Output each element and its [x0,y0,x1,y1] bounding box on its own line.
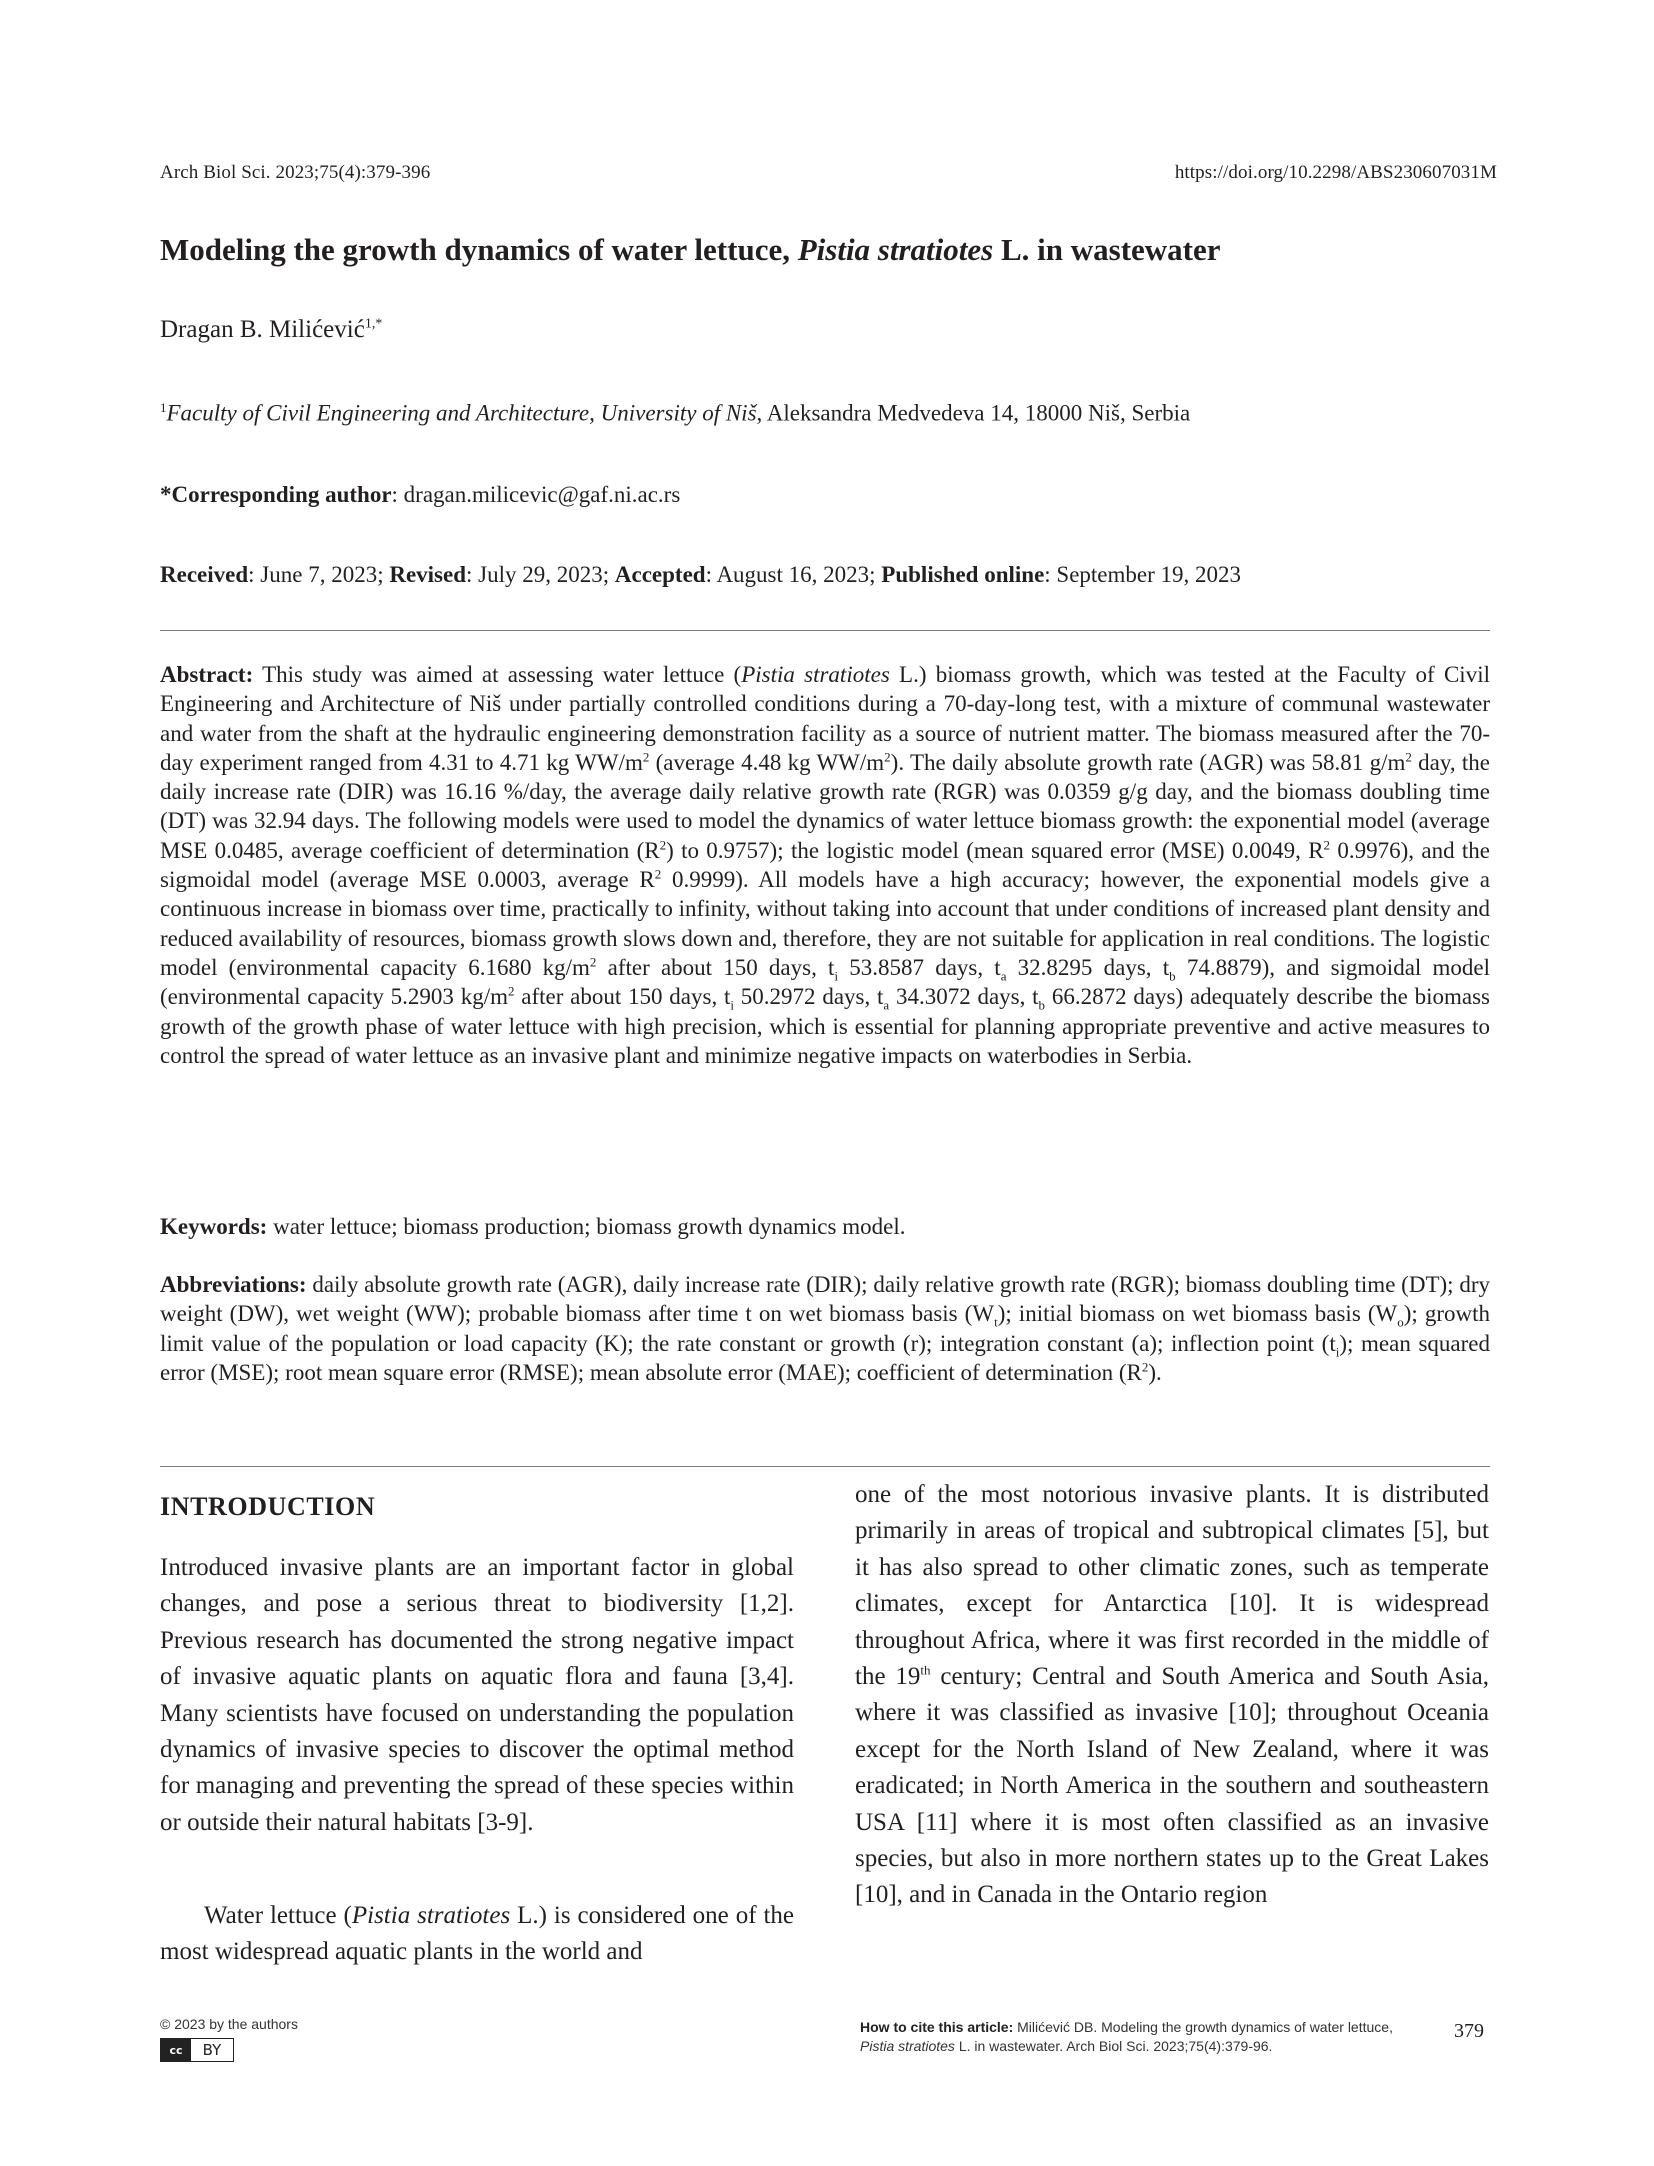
intro-paragraph-1: Introduced invasive plants are an important factor in global changes, and pose a serious threat to biodiversity [1,2]. Previous research has documented the strong negative impact of invasive aquatic plants on aquatic flora and fauna [3,4]. Many scientists have focused on understanding the population dynamics of invasive species to discover the optimal method for managing and preventing the spread of these species within or outside their natural habitats [3-9]. [160,1554,794,1836]
divider-top [160,630,1490,631]
abstract-label: Abstract: [160,662,254,687]
abstract: Abstract: This study was aimed at assessing water lettuce (Pistia stratiotes L.) biomass growth, which was tested at the Faculty of Civil Engineering and Architecture of Niš under partially controlled conditions during a 70-day-long test, with a mixture of communal wastewater and water from the shaft at the hydraulic engineering demonstration facility as a source of nutrient matter. The biomass measured after the 70-day experiment ranged from 4.31 to 4.71 kg $WW/m^2$ (average 4.48 kg $WW/m^2$). The daily absolute growth rate (AGR) was 58.81 $g/m^2$ day, the daily increase rate (DIR) was 16.16 %/day, the average daily relative growth rate (RGR) was 0.0359 g/g day, and the biomass doubling time (DT) was 32.94 days. The following models were used to model the dynamics of water lettuce biomass growth: the exponential model (average MSE 0.0485, average coefficient of determination $(R^2)$ to 0.9757); the logistic model (mean squared error (MSE) 0.0049, $R^2$ 0.9976), and the sigmoidal model (average MSE 0.0003, average $R^2$ 0.9999). All models have a high accuracy; however, the exponential models give a continuous increase in biomass over time, practically to infinity, without taking into account that under conditions of increased plant density and reduced availability of resources, biomass growth slows down and, therefore, they are not suitable for application in real conditions. The logistic model (environmental capacity 6.1680 $kg/m^2$ after about 150 days, $t_i$ 53.8587 days, $t_a$ 32.8295 days, $t_b$ 74.8879), and sigmoidal model (environmental capacity 5.2903 $kg/m^2$ after about 150 days, $t_i$ 50.2972 days, $t_a$ 34.3072 days, $t_b$ 66.2872 days) adequately describe the biomass growth of the growth phase of water lettuce with high precision, which is essential for planning appropriate preventive and active measures to control the spread of water lettuce as an invasive plant and minimize negative impacts on waterbodies in Serbia. [160,662,1491,1068]
cc-license-badge[interactable] [160,2038,234,2062]
affiliation-institution: Faculty of Civil Engineering and Architecture, University of Niš [166,400,757,426]
keywords-label: Keywords: [160,1214,268,1239]
journal-reference: Arch Biol Sci. 2023;75(4):379-396 [160,162,431,183]
intro-paragraph-2: Water lettuce (Pistia stratiotes L.) is considered one of the most widespread aquatic plants in the world and [160,1902,794,1966]
author-email: : dragan.milicevic@gaf.ni.ac.rs [391,482,681,507]
title-species: Pistia stratiotes [797,232,994,267]
cc-icon: cc [161,2039,191,2061]
intro-column-2: one of the most notorious invasive plants. It is distributed primarily in areas of tropical and subtropical climates [5], but it has also spread to other climatic zones, such as temperate climates, except for Antarctica [10]. It is widespread throughout Africa, where it was first recorded in the middle of the 19th century; Central and South America and South Asia, where it was classified as invasive [10]; throughout Oceania except for the North Island of New Zealand, where it was eradicated; in North America in the southern and southeastern USA [11] where it is most often classified as an invasive species, but also in more northern states up to the Great Lakes [10], and in Canada in the Ontario region [855,1481,1489,1909]
by-attribution-icon: BY [202,2041,222,2059]
author-mark: 1,* [364,316,383,332]
affiliation-address: , Aleksandra Medvedeva 14, 18000 Niš, Serbia [756,400,1191,426]
doi-link[interactable]: https://doi.org/10.2298/ABS230607031M [1174,162,1497,183]
abbreviations: Abbreviations: daily absolute growth rate (AGR), daily increase rate (DIR); daily relative growth rate (RGR); biomass doubling time (DT); dry weight (DW), wet weight (WW); probable biomass after time t on wet biomass basis $(W_t)$; initial biomass on wet biomass basis $(W_o)$; growth limit value of the population or load capacity (K); the rate constant or growth (r); integration constant (a); inflection point $(t_i)$; mean squared error (MSE); root mean square error (RMSE); mean absolute error (MAE); coefficient of determination $(R^2)$. [160,1272,1490,1385]
author-line [160,316,382,344]
copyright-notice: © 2023 by the authors [160,2016,298,2032]
divider-bottom [160,1466,1490,1467]
page-number: 379 [1454,2020,1484,2042]
corresponding-author: *Corresponding author: dragan.milicevic@gaf.ni.ac.rs [160,482,681,507]
abbreviations-label: Abbreviations: [160,1272,307,1297]
affiliation: $^1$Faculty of Civil Engineering and Architecture, University of Niš, Aleksandra Medvedeva 14, 18000 Niš, Serbia [160,400,1191,426]
citation-note: How to cite this article: Milićević DB. Modeling the growth dynamics of water lettuce, Pistia stratiotes L. in wastewater. Arch Biol Sci. 2023;75(4):379-96. [860,2019,1393,2054]
article-title: Modeling the growth dynamics of water lettuce, Pistia stratiotes L. in wastewater [160,232,1221,267]
keywords: Keywords: water lettuce; biomass production; biomass growth dynamics model. [160,1214,906,1239]
section-heading-introduction: INTRODUCTION [160,1492,376,1521]
author-name: Dragan B. Milićević [160,316,365,343]
article-dates: Received: June 7, 2023; Revised: July 29, 2023; Accepted: August 16, 2023; Published online: September 19, 2023 [160,562,1242,587]
